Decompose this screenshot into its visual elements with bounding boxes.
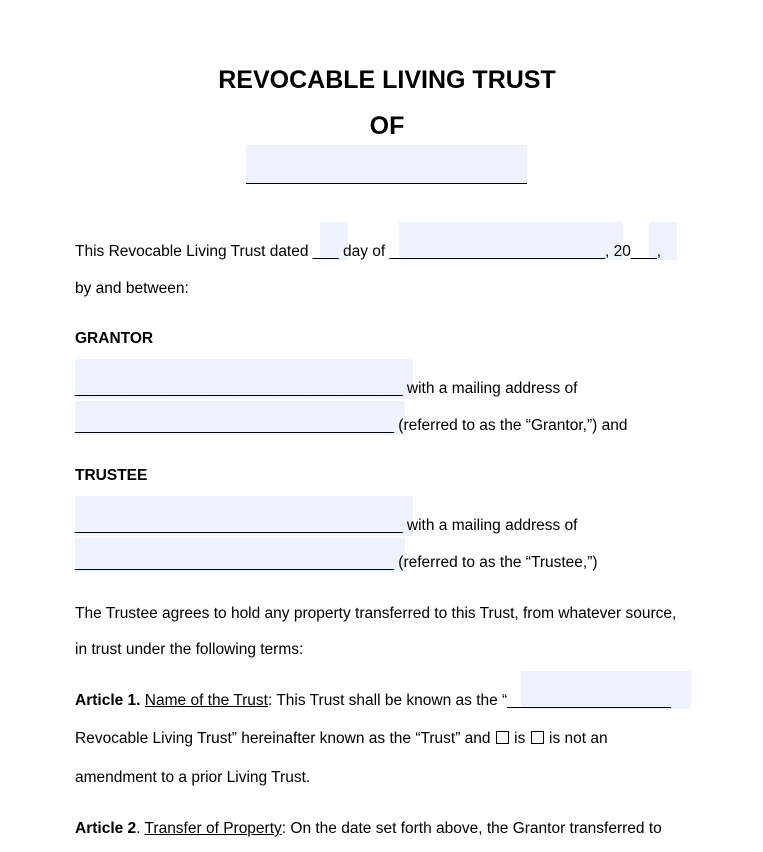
- year-suffix: ,: [656, 243, 662, 260]
- intro-line: [75, 242, 661, 262]
- document-title-of: OF: [369, 112, 405, 140]
- is-text: is: [514, 730, 526, 747]
- year-prefix: , 20: [605, 243, 631, 260]
- day-blank: ___: [312, 243, 339, 260]
- year-blank: ___: [630, 243, 657, 260]
- trustee-referred-text: (referred to as the “Trustee,”): [398, 554, 598, 571]
- day-of-text: day of: [342, 243, 386, 260]
- article1-line-1: [75, 691, 671, 711]
- article1-name-blank: ___________________: [507, 692, 672, 709]
- grantor-name-line: [75, 379, 577, 399]
- grantor-name-blank: ______________________________________: [75, 380, 403, 397]
- article2-text: : On the date set forth above, the Grantor transferred to: [281, 820, 662, 837]
- month-blank: _________________________: [389, 243, 606, 260]
- agreement-line-1: The Trustee agrees to hold any property transferred to this Trust, from whatever source,: [75, 605, 677, 622]
- grantor-address-blank: _____________________________________: [75, 417, 394, 434]
- grantor-address-line: [75, 416, 627, 436]
- grantor-mailing-text: with a mailing address of: [406, 380, 578, 397]
- trustee-address-line: [75, 553, 598, 573]
- is-amendment-checkbox[interactable]: [496, 731, 509, 744]
- article1-heading: Name of the Trust: [144, 692, 268, 709]
- grantor-heading: GRANTOR: [75, 330, 154, 347]
- article2-heading: Transfer of Property: [144, 820, 282, 837]
- is-not-amendment-checkbox[interactable]: [531, 731, 544, 744]
- is-not-text: is not an: [549, 730, 608, 747]
- grantor-referred-text: (referred to as the “Grantor,”) and: [398, 417, 628, 434]
- article1-label: Article 1.: [75, 692, 141, 709]
- article1-line-2: [75, 729, 608, 749]
- trustee-heading: TRUSTEE: [75, 467, 148, 484]
- article1-line-3: amendment to a prior Living Trust.: [75, 769, 311, 786]
- article2-label: Article 2: [75, 820, 137, 837]
- trustee-address-blank: _____________________________________: [75, 554, 394, 571]
- dated-prefix: This Revocable Living Trust dated: [75, 243, 309, 260]
- trustee-name-blank: ______________________________________: [75, 517, 403, 534]
- by-and-between: by and between:: [75, 280, 189, 297]
- article1-text: : This Trust shall be known as the “: [268, 692, 508, 709]
- article2-line-1: [75, 819, 662, 839]
- agreement-line-2: in trust under the following terms:: [75, 641, 304, 658]
- article1-line2-text: Revocable Living Trust” hereinafter known as the “Trust” and: [75, 730, 491, 747]
- trustee-mailing-text: with a mailing address of: [406, 517, 578, 534]
- trustee-name-line: [75, 516, 577, 536]
- document-title: REVOCABLE LIVING TRUST: [218, 66, 556, 94]
- article2-dot: .: [136, 820, 141, 837]
- trust-name-field[interactable]: [246, 145, 527, 184]
